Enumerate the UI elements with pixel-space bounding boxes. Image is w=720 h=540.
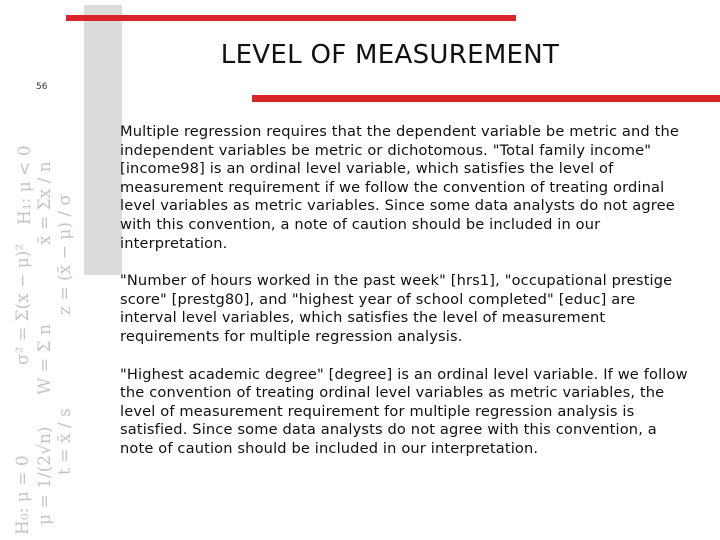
body-paragraph: "Highest academic degree" [degree] is an ordinal level variable. If we follow the convention of treating ordinal level variables as metric variables, the level of measurement requirement for multiple regression analysis is satisfied. Since some data analysts do not agree with this convention, a note of caution should be included in our interpretation. <box>120 365 688 457</box>
formula-glyph: H₁: μ < 0 <box>15 145 35 225</box>
formula-glyph: μ = 1/(2√n) <box>35 426 55 525</box>
formula-glyph: x̄ = Σx / n <box>35 161 55 245</box>
slide-title: LEVEL OF MEASUREMENT <box>220 40 560 70</box>
formula-glyph: t = x̄ / s <box>55 408 75 475</box>
formula-glyph: W = Σ n <box>35 324 55 395</box>
title-red-rule <box>252 95 720 102</box>
formula-glyph: H₀: μ = 0 <box>13 455 33 535</box>
slide-number: 56 <box>36 82 48 92</box>
formula-glyph: σ² = Σ(x − μ)² <box>13 243 33 365</box>
top-red-rule <box>66 15 516 21</box>
decorative-gray-bar <box>84 5 122 275</box>
body-paragraph: Multiple regression requires that the dependent variable be metric and the independent variables be metric or dichotomous. "Total family income" [income98] is an ordinal level variable, which satisfies the level of measurement requirement if we follow the convention of treating ordinal level variables as metric variables. Since some data analysts do not agree with this convention, a note of caution should be included in our interpretation. <box>120 123 680 252</box>
formula-glyph: z = (x̄ − μ) / σ <box>55 193 75 315</box>
body-paragraph: "Number of hours worked in the past week" [hrs1], "occupational prestige score" [prestg80], and "highest year of school completed" [educ] are interval level variables, which satisfies the level of measurement requirements for multiple regression analysis. <box>120 272 673 345</box>
decorative-formula-strip <box>6 95 78 535</box>
slide-body <box>120 123 695 478</box>
